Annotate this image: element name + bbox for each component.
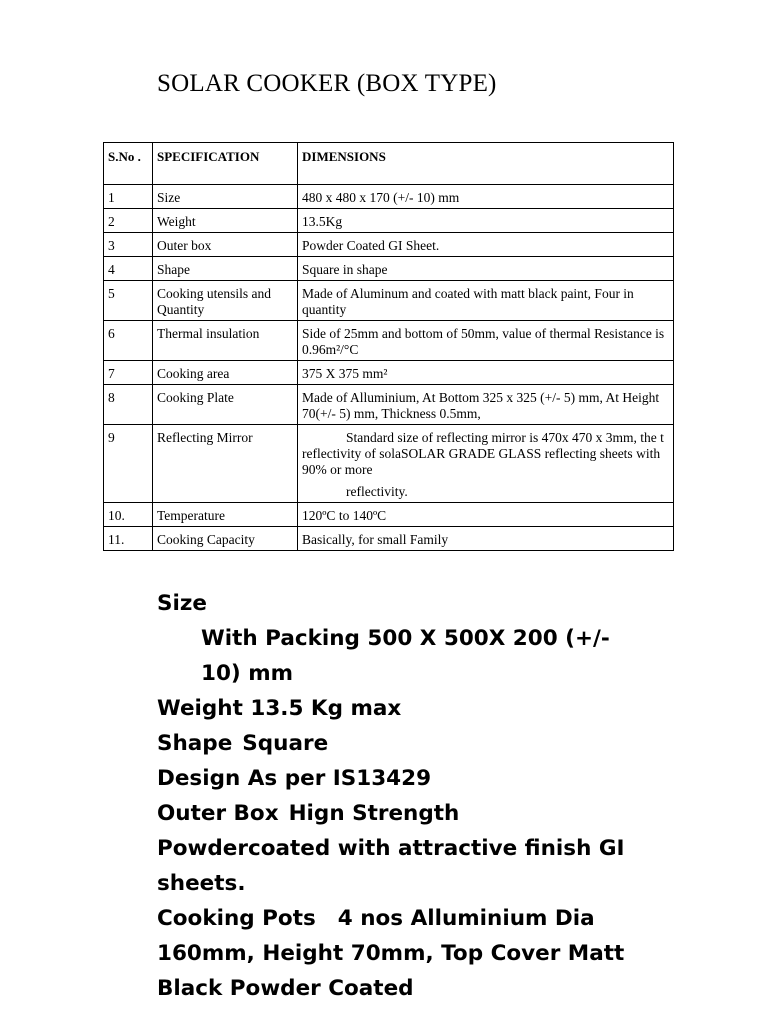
cell-spec: Shape bbox=[153, 257, 298, 281]
cell-sno: 1 bbox=[104, 185, 153, 209]
table-row bbox=[104, 233, 674, 257]
design-line bbox=[157, 761, 637, 796]
cell-spec: Cooking area bbox=[153, 361, 298, 385]
weight-value: 13.5 Kg max bbox=[250, 696, 402, 721]
cell-spec: Temperature bbox=[153, 503, 298, 527]
table-row bbox=[104, 425, 674, 503]
cell-sno: 2 bbox=[104, 209, 153, 233]
outer-box-label: Outer Box bbox=[157, 801, 279, 826]
cell-dim: Made of Alluminium, At Bottom 325 x 325 (+/- 5) mm, At Height 70(+/- 5) mm, Thickness 0.5mm, bbox=[298, 385, 674, 425]
cooking-pots-label: Cooking Pots bbox=[157, 906, 316, 931]
notes-section bbox=[157, 586, 637, 1006]
cell-dim: Basically, for small Family bbox=[298, 527, 674, 551]
cell-spec: Size bbox=[153, 185, 298, 209]
shape-label: Shape bbox=[157, 731, 233, 756]
cell-sno: 5 bbox=[104, 281, 153, 321]
cell-dim: 375 X 375 mm² bbox=[298, 361, 674, 385]
cell-spec: Reflecting Mirror bbox=[153, 425, 298, 503]
weight-label: Weight bbox=[157, 696, 243, 721]
cell-spec: Cooking utensils and Quantity bbox=[153, 281, 298, 321]
mirror-description: Standard size of reflecting mirror is 470x 470 x 3mm, the t reflectivity of solaSOLAR GRADE GLASS reflecting sheets with 90% or more bbox=[302, 430, 664, 477]
outer-box-value: Hign Strength Powdercoated with attractive finish GI sheets. bbox=[157, 801, 625, 896]
cell-spec: Cooking Plate bbox=[153, 385, 298, 425]
table-row bbox=[104, 257, 674, 281]
cell-sno: 8 bbox=[104, 385, 153, 425]
cell-dim: Made of Aluminum and coated with matt black paint, Four in quantity bbox=[298, 281, 674, 321]
specification-table bbox=[103, 142, 674, 551]
table-row bbox=[104, 503, 674, 527]
cell-dim: 13.5Kg bbox=[298, 209, 674, 233]
cell-dim: 480 x 480 x 170 (+/- 10) mm bbox=[298, 185, 674, 209]
cooking-pots-line bbox=[157, 901, 637, 1006]
cell-dim: Side of 25mm and bottom of 50mm, value of thermal Resistance is 0.96m²/°C bbox=[298, 321, 674, 361]
table-row bbox=[104, 185, 674, 209]
cell-dim: Powder Coated GI Sheet. bbox=[298, 233, 674, 257]
cell-sno: 3 bbox=[104, 233, 153, 257]
header-dimensions: DIMENSIONS bbox=[298, 143, 674, 185]
size-heading: Size bbox=[157, 591, 207, 616]
header-specification: SPECIFICATION bbox=[153, 143, 298, 185]
cell-dim: Square in shape bbox=[298, 257, 674, 281]
cell-sno: 7 bbox=[104, 361, 153, 385]
size-value: With Packing 500 X 500X 200 (+/- 10) mm bbox=[201, 626, 610, 686]
table-row bbox=[104, 281, 674, 321]
table-row bbox=[104, 361, 674, 385]
design-value: As per IS13429 bbox=[247, 766, 432, 791]
cell-spec: Outer box bbox=[153, 233, 298, 257]
table-row bbox=[104, 321, 674, 361]
shape-line bbox=[157, 726, 637, 761]
cell-sno: 9 bbox=[104, 425, 153, 503]
cell-dim: 120ºC to 140ºC bbox=[298, 503, 674, 527]
outer-box-line bbox=[157, 796, 637, 901]
cell-spec: Cooking Capacity bbox=[153, 527, 298, 551]
cell-sno: 10. bbox=[104, 503, 153, 527]
table-row bbox=[104, 385, 674, 425]
design-label: Design bbox=[157, 766, 241, 791]
cell-sno: 6 bbox=[104, 321, 153, 361]
page-title: SOLAR COOKER (BOX TYPE) bbox=[157, 70, 497, 97]
mirror-description-tail: reflectivity. bbox=[346, 484, 408, 499]
weight-line bbox=[157, 691, 637, 726]
cell-spec: Thermal insulation bbox=[153, 321, 298, 361]
table-header-row bbox=[104, 143, 674, 185]
header-sno: S.No . bbox=[104, 143, 153, 185]
cell-sno: 4 bbox=[104, 257, 153, 281]
cooking-pots-value: 4 nos Alluminium Dia 160mm, Height 70mm, Top Cover Matt Black Powder Coated bbox=[157, 906, 625, 1001]
shape-value: Square bbox=[242, 731, 329, 756]
table-row bbox=[104, 209, 674, 233]
cell-spec: Weight bbox=[153, 209, 298, 233]
table-row bbox=[104, 527, 674, 551]
cell-sno: 11. bbox=[104, 527, 153, 551]
cell-dim bbox=[298, 425, 674, 503]
